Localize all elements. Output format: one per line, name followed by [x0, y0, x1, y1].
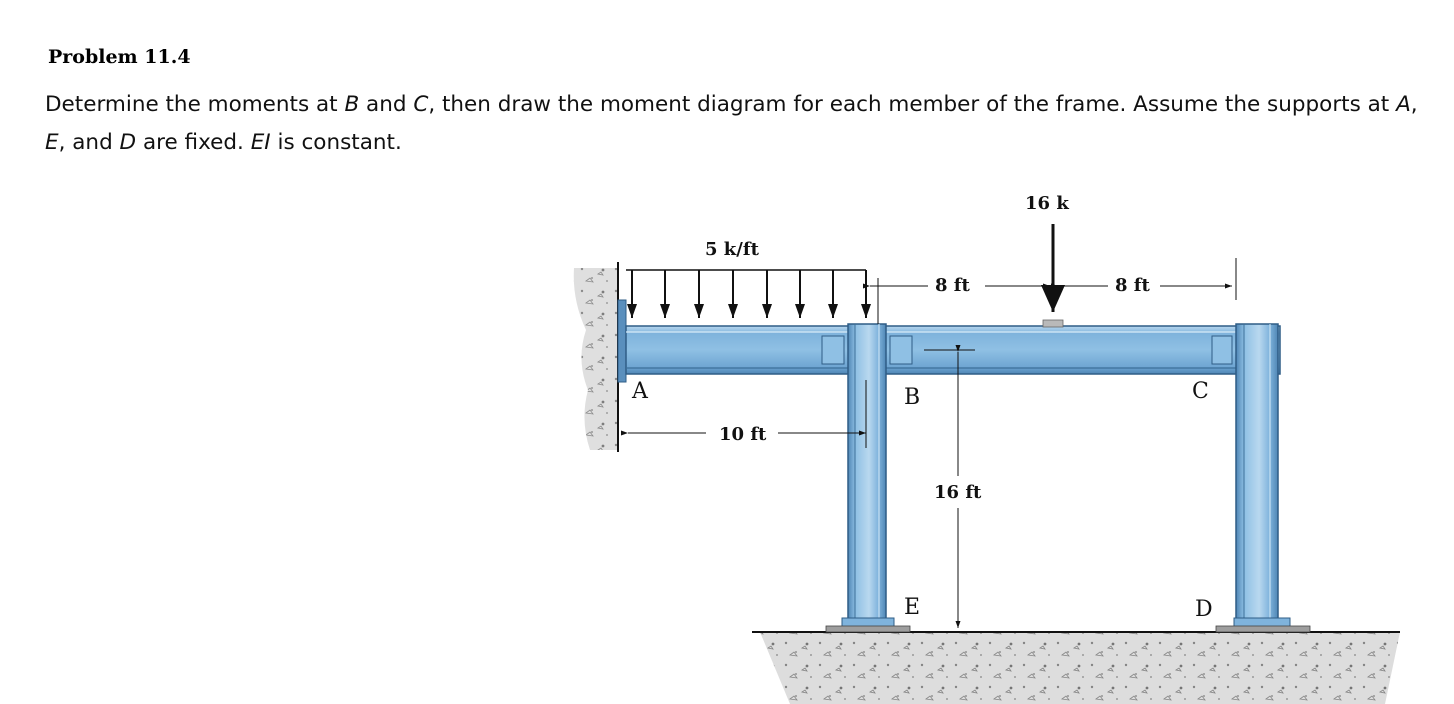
label-point-a: A — [632, 379, 648, 404]
statement-text: , and — [58, 130, 120, 155]
label-point-load: 16 k — [1025, 193, 1069, 214]
statement-var-a: A — [1396, 92, 1411, 117]
statement-text: , — [1410, 92, 1418, 117]
label-dim-8ft-left: 8 ft — [935, 275, 970, 296]
label-dim-10ft: 10 ft — [719, 424, 767, 445]
statement-text: , then draw the moment diagram for each member of the frame. Assume the supports at — [428, 92, 1397, 117]
statement-text: Determine the moments at — [45, 92, 345, 117]
statement-var-e: E — [45, 130, 59, 155]
statement-text: is constant. — [270, 130, 402, 155]
beam-ab — [626, 326, 850, 374]
label-distributed-load: 5 k/ft — [705, 239, 759, 260]
statement-var-c: C — [413, 92, 429, 117]
label-dim-8ft-right: 8 ft — [1115, 275, 1150, 296]
statement-text: and — [359, 92, 414, 117]
label-point-b: B — [904, 385, 921, 410]
distributed-load — [626, 270, 866, 318]
label-dim-16ft: 16 ft — [934, 482, 982, 503]
statement-var-d: D — [119, 130, 137, 155]
wall-support-a — [574, 262, 626, 452]
label-point-c: C — [1192, 379, 1209, 404]
label-point-e: E — [904, 595, 921, 620]
ground — [752, 632, 1400, 704]
statement-var-ei: EI — [250, 130, 271, 155]
label-point-d: D — [1195, 597, 1213, 622]
statement-var-b: B — [344, 92, 360, 117]
problem-title: Problem 11.4 — [48, 46, 191, 68]
statement-text: are fixed. — [136, 130, 251, 155]
